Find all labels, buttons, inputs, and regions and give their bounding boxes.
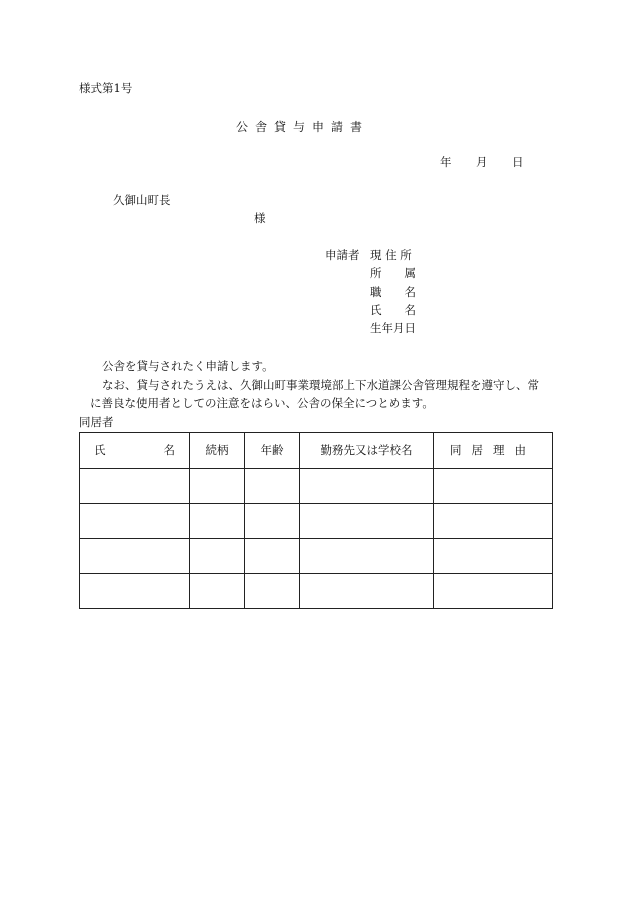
cell-workplace [300, 574, 434, 609]
cell-relation [190, 539, 245, 574]
header-relation: 続柄 [190, 433, 245, 469]
date-day: 日 [512, 155, 524, 169]
header-name: 氏 名 [80, 433, 190, 469]
cell-name [80, 539, 190, 574]
body-line-2: なお、貸与されたうえは、久御山町事業環境部上下水道課公舎管理規程を遵守し、常 [102, 378, 539, 392]
body-line-3: に善良な使用者としての注意をはらい、公舎の保全につとめます。 [90, 396, 434, 410]
cell-name [80, 469, 190, 504]
cell-name [80, 574, 190, 609]
cell-name [80, 504, 190, 539]
applicant-birthdate: 生年月日 [370, 321, 416, 335]
cohabitants-label: 同居者 [79, 415, 114, 429]
applicant-name: 氏 名 [370, 303, 416, 317]
table-row [80, 574, 553, 609]
document-title: 公舎貸与申請書 [236, 120, 370, 134]
applicant-position: 職 名 [370, 285, 416, 299]
cell-workplace [300, 539, 434, 574]
cell-workplace [300, 469, 434, 504]
cell-age [245, 469, 300, 504]
header-workplace: 勤務先又は学校名 [300, 433, 434, 469]
cell-reason [434, 539, 553, 574]
applicant-address: 現 住 所 [370, 248, 412, 262]
cell-workplace [300, 504, 434, 539]
cell-reason [434, 504, 553, 539]
header-reason: 同居理由 [434, 433, 553, 469]
cohabitants-table [79, 432, 553, 609]
cell-reason [434, 469, 553, 504]
cell-reason [434, 574, 553, 609]
cell-relation [190, 504, 245, 539]
applicant-label: 申請者 [325, 248, 360, 262]
date-month: 月 [476, 155, 488, 169]
cell-age [245, 539, 300, 574]
cell-relation [190, 574, 245, 609]
applicant-affiliation: 所 属 [370, 266, 416, 280]
cell-relation [190, 469, 245, 504]
table-row [80, 504, 553, 539]
header-age: 年齢 [245, 433, 300, 469]
cell-age [245, 574, 300, 609]
cell-age [245, 504, 300, 539]
table-header-row [80, 433, 553, 469]
addressee-honorific: 様 [254, 211, 266, 225]
body-line-1: 公舎を貸与されたく申請します。 [102, 359, 274, 373]
date-year: 年 [440, 155, 452, 169]
table-row [80, 539, 553, 574]
form-number: 様式第1号 [79, 81, 133, 95]
addressee-name: 久御山町長 [113, 193, 171, 207]
table-row [80, 469, 553, 504]
